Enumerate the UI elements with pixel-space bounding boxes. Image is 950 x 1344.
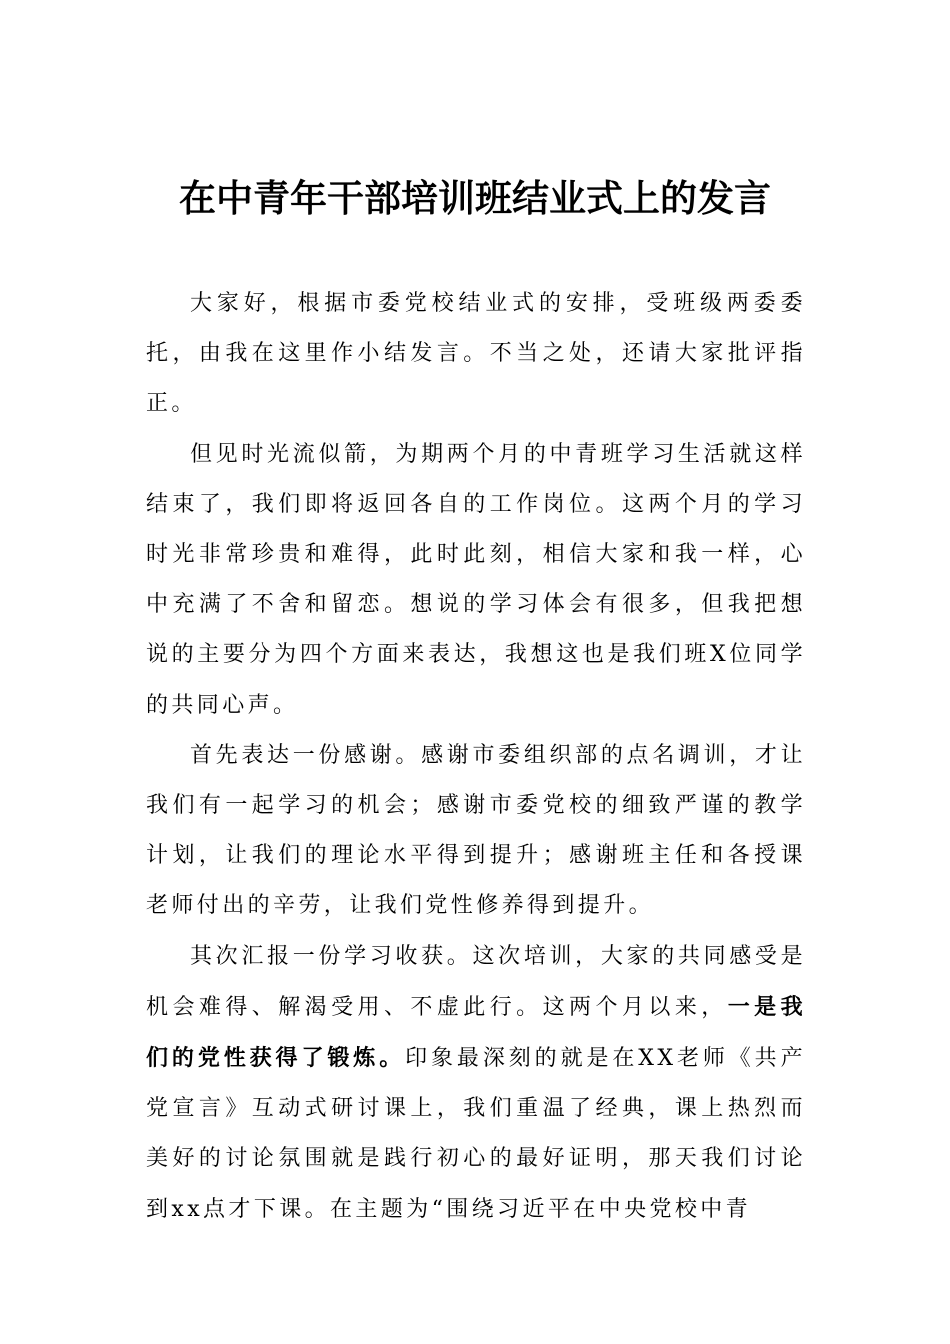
paragraph-harvest bbox=[146, 932, 806, 1235]
paragraph-time-passing: 但见时光流似箭，为期两个月的中青班学习生活就这样结束了，我们即将返回各自的工作岗位。这两个月的学习时光非常珍贵和难得，此时此刻，相信大家和我一样，心中充满了不舍和留恋。想说的学习体会有很多，但我把想说的主要分为四个方面来表达，我想这也是我们班X位同学的共同心声。 bbox=[146, 441, 806, 718]
harvest-point-one: 一是我们的党性获得了锻炼。 bbox=[146, 993, 807, 1072]
paragraph-greeting: 大家好，根据市委党校结业式的安排，受班级两委委托，由我在这里作小结发言。不当之处，还请大家批评指正。 bbox=[146, 291, 806, 417]
paragraph-gratitude bbox=[146, 731, 806, 932]
document-body bbox=[146, 279, 806, 1235]
gratitude-lead: 首先表达一份感谢。 bbox=[190, 742, 422, 768]
harvest-lead: 其次汇报一份学习收获。 bbox=[190, 943, 473, 969]
harvest-text-2: 印象最深刻的就是在XX老师《共产党宣言》互动式研讨课上，我们重温了经典，课上热烈而美好的讨论氛围就是践行初心的最好证明，那天我们讨论到xx点才下课。在主题为“围绕习近平在中央党校中青 bbox=[146, 1046, 806, 1222]
harvest-text-1: 这次培训，大家的共同感受是机会难得、解渴受用、不虚此行。这两个月以来， bbox=[146, 943, 807, 1020]
document-title: 在中青年干部培训班结业式上的发言 bbox=[179, 176, 771, 220]
gratitude-text: 感谢市委组织部的点名调训，才让我们有一起学习的机会；感谢市委党校的细致严谨的教学计划，让我们的理论水平得到提升；感谢班主任和各授课老师付出的辛劳，让我们党性修养得到提升。 bbox=[146, 742, 806, 919]
